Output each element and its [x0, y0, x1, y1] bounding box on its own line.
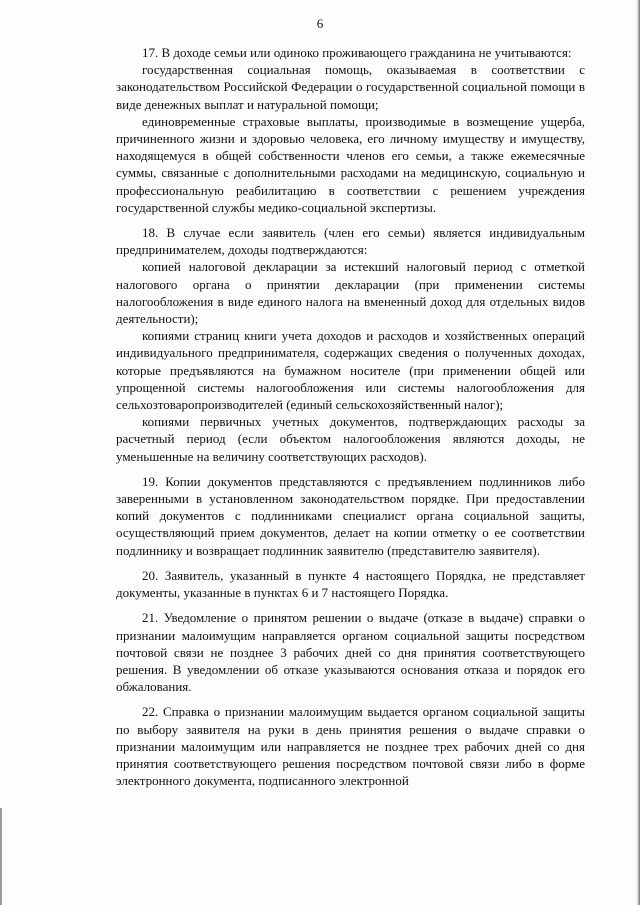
scan-edge-mark	[0, 808, 2, 905]
paragraph-18-item-3: копиями первичных учетных документов, подтверждающих расходы за расчетный период (если объектом налогообложения являются доходы, не уменьшенные на величину соответствующих расходов).	[116, 414, 585, 464]
paragraph-22: 22. Справка о признании малоимущим выдается органом социальной защиты по выбору заявителя на руки в день принятия решения о выдаче справки о признании малоимущим или направляется не позднее трех рабочих дней со дня принятия соответствующего решения посредством почтовой связи либо в форме электронного документа, подписанного электронной	[116, 704, 585, 789]
paragraph-17-item-1: государственная социальная помощь, оказываемая в соответствии с законодательством Российской Федерации о государственной социальной помощи в виде денежных выплат и натуральной помощи;	[116, 62, 585, 112]
paragraph-17-intro: 17. В доходе семьи или одиноко проживающего гражданина не учитываются:	[142, 45, 572, 60]
paragraph-17-item-2: единовременные страховые выплаты, производимые в возмещение ущерба, причиненного жизни и здоровью человека, его личному имуществу и имуществу, находящемуся в общей собственности членов его семьи, а также ежемесячные суммы, связанные с дополнительными расходами на медицинскую, социальную и профессиональную реабилитацию в соответствии с решением учреждения государственной службы медико-социальной экспертизы.	[116, 113, 585, 215]
document-body	[116, 44, 585, 789]
page-number: 6	[316, 16, 324, 31]
paragraph-20: 20. Заявитель, указанный в пункте 4 настоящего Порядка, не представляет документы, указанные в пунктах 6 и 7 настоящего Порядка.	[116, 567, 585, 601]
paragraph-18-item-1: копией налоговой декларации за истекший налоговый период с отметкой налогового органа о принятии декларации (при применении системы налогообложения в виде единого налога на вмененный доход для отдельных видов деятельности);	[116, 259, 585, 327]
paragraph-21: 21. Уведомление о принятом решении о выдаче (отказе в выдаче) справки о признании малоимущим направляется органом социальной защиты посредством почтовой связи не позднее 3 рабочих дней со дня принятия соответствующего решения. В уведомлении об отказе указываются основания отказа и порядок его обжалования.	[116, 610, 585, 695]
paragraph-18-intro: 18. В случае если заявитель (член его семьи) является индивидуальным предпринимателем, доходы подтверждаются:	[116, 225, 585, 258]
paragraph-18-item-2: копиями страниц книги учета доходов и расходов и хозяйственных операций индивидуального предпринимателя, содержащих сведения о полученных доходах, которые предъявляются на бумажном носителе (при применении общей или упрощенной системы налогообложения или системы налогообложения для сельхозтоваропроизводителей (единый сельскохозяйственный налог);	[116, 328, 585, 413]
paragraph-19: 19. Копии документов представляются с предъявлением подлинников либо заверенными в установленном законодательством порядке. При предоставлении копий документов с подлинниками специалист органа социальной защиты, осуществляющий прием документов, делает на копии отметку о ее соответствии подлиннику и возвращает подлинник заявителю (представителю заявителя).	[116, 473, 585, 558]
page-edge-shadow	[636, 0, 640, 905]
